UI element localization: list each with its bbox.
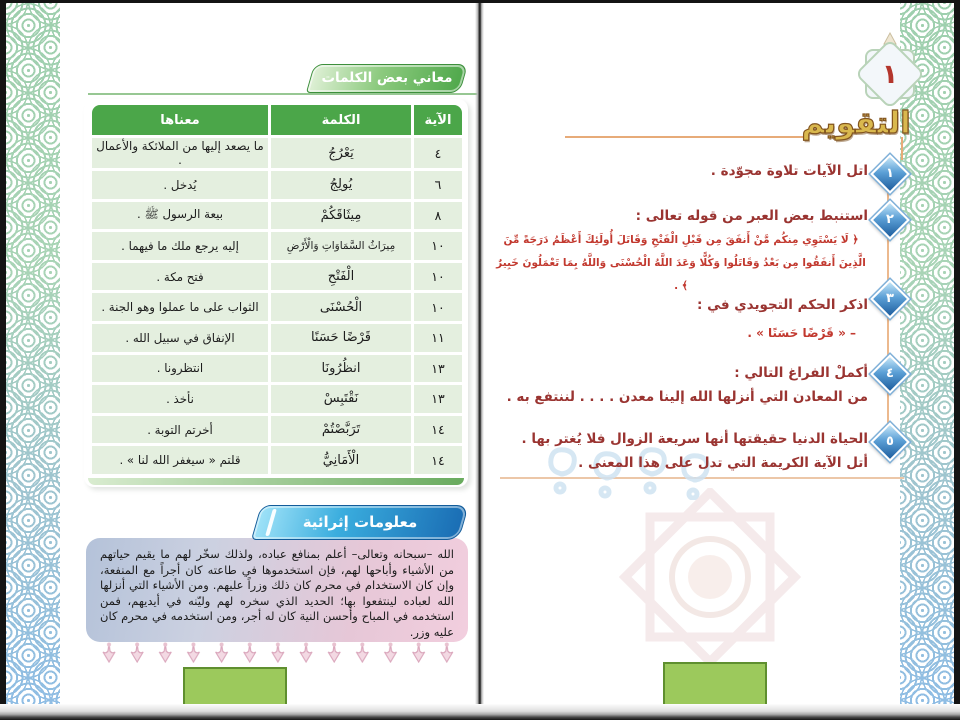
- enrichment-text: الله –سبحانه وتعالى– أعلم بمنافع عباده، ولذلك سخّر لهم ما يقيم حياتهم من الأشياء وأباحها لهم، فإن استخدموها في طاعته كان أجراً مع المنفعة، وإن كان الاستخدام في محرم كان ذلك وزراً عليهم. ومن الأشياء التي أنزلها الله لعباده لينتفعوا بها؛ الحديد الذي سخره لهم وليّنه في أيديهم، فمن استخدمه في المباح وأحسن النية كان له أجر، ومن استخدمه في محرم كان عليه وزر.: [100, 547, 454, 639]
- enrichment-tab-label: معلومات إثرائية: [302, 513, 418, 531]
- question-number: ١: [886, 166, 894, 181]
- word-cell: انظُرُونَا: [271, 355, 411, 383]
- verse-cell: ٨: [414, 202, 462, 230]
- title-rule: [565, 136, 803, 138]
- word-cell: قَرْضًا حَسَنًا: [271, 324, 411, 352]
- frame-left: [0, 0, 6, 720]
- verse-cell: ١٣: [414, 385, 462, 413]
- question-text: أكملْ الفراغ التالي :: [734, 365, 868, 381]
- section-tab-word-meanings: [306, 64, 468, 93]
- frame-bottom: [0, 704, 960, 720]
- verse-cell: ١٤: [414, 446, 462, 474]
- word-meanings-table: [89, 102, 465, 477]
- table-row: [92, 232, 462, 260]
- header-word: الكلمة: [271, 105, 411, 135]
- meaning-cell: ما يصعد إليها من الملائكة والأعمال .: [92, 138, 268, 168]
- word-cell: مِيثَاقَكُمْ: [271, 202, 411, 230]
- page-number-box-right: [663, 662, 767, 710]
- question-number: ٤: [886, 366, 894, 381]
- page-gutter: [475, 3, 484, 704]
- meaning-cell: أخرتم التوبة .: [92, 416, 268, 444]
- section-tab-rule: [88, 93, 480, 95]
- word-cell: يُولِجُ: [271, 171, 411, 199]
- table-header-row: [92, 105, 462, 135]
- question-text: الحياة الدنيا حقيقتها أنها سريعة الزوال فلا يُغتر بها .: [521, 431, 868, 447]
- word-cell: الْفَتْحِ: [271, 263, 411, 291]
- unit-number: ١: [881, 58, 899, 90]
- meaning-cell: فتح مكة .: [92, 263, 268, 291]
- table-row: [92, 416, 462, 444]
- table-row: [92, 385, 462, 413]
- frame-top: [0, 0, 960, 3]
- frame-right: [954, 0, 960, 720]
- verse-cell: ١٣: [414, 355, 462, 383]
- verse-cell: ٤: [414, 138, 462, 168]
- table-row: [92, 202, 462, 230]
- meaning-cell: انتظرونا .: [92, 355, 268, 383]
- word-cell: مِيرَاثُ السَّمَاوَاتِ وَالْأَرْضِ: [271, 232, 411, 260]
- meaning-cell: قلتم « سيغفر الله لنا » .: [92, 446, 268, 474]
- verse-cell: ١١: [414, 324, 462, 352]
- verse-cell: ١٠: [414, 293, 462, 321]
- word-cell: نَقْتَبِسْ: [271, 385, 411, 413]
- table-row: [92, 171, 462, 199]
- header-meaning: معناها: [92, 105, 268, 135]
- table-row: [92, 263, 462, 291]
- ornament-border-left: [6, 3, 60, 704]
- section-tab-label: معاني بعض الكلمات: [321, 70, 453, 86]
- meaning-cell: إليه يرجع ملك ما فيهما .: [92, 232, 268, 260]
- verse-cell: ١٠: [414, 232, 462, 260]
- question-number: ٥: [886, 434, 894, 449]
- meaning-cell: الثواب على ما عملوا وهو الجنة .: [92, 293, 268, 321]
- table-row: [92, 446, 462, 474]
- word-cell: الْأَمَانِيُّ: [271, 446, 411, 474]
- verse-cell: ١٠: [414, 263, 462, 291]
- question-text: من المعادن التي أنزلها الله إلينا معدن . . . . لننتفع به .: [506, 389, 868, 405]
- table-row: [92, 355, 462, 383]
- word-meanings-table-card: [84, 99, 468, 487]
- meaning-cell: نأخذ .: [92, 385, 268, 413]
- question-sub-text: – « قَرْضًا حَسَنًا » .: [747, 326, 856, 340]
- question-number: ٣: [886, 291, 894, 306]
- question-text: اتل الآيات تلاوة مجوّدة .: [710, 163, 868, 179]
- enrichment-tab: [251, 505, 469, 540]
- ornament-star-watermark: [613, 488, 808, 666]
- meaning-cell: بيعة الرسول ﷺ .: [92, 202, 268, 230]
- table-row: [92, 293, 462, 321]
- quran-verse-text: ﴿ لَا يَسْتَوِي مِنكُم مَّنْ أَنفَقَ مِن قَبْلِ الْفَتْحِ وَقَاتَلَ أُولَئِكَ أَعْظَمُ دَرَجَةً مِّنَ الَّذِينَ أَنفَقُوا مِن بَعْدُ وَقَاتَلُوا وَكُلًّا وَعَدَ اللَّهُ الْحُسْنَى وَاللَّهُ بِمَا تَعْمَلُونَ خَبِيرٌ ﴾ .: [496, 234, 866, 292]
- verse-cell: ٦: [414, 171, 462, 199]
- word-cell: الْحُسْنَى: [271, 293, 411, 321]
- meaning-cell: يُدخل .: [92, 171, 268, 199]
- table-row: [92, 324, 462, 352]
- enrichment-box: [86, 538, 468, 642]
- table-row: [92, 138, 462, 168]
- question-number: ٢: [886, 212, 894, 227]
- evaluation-title: التقويم: [801, 106, 911, 141]
- meaning-cell: الإنفاق في سبيل الله .: [92, 324, 268, 352]
- question-text: استنبط بعض العبر من قوله تعالى :: [635, 208, 868, 224]
- question-text: اذكر الحكم التجويدي في :: [696, 297, 868, 313]
- header-verse: الآية: [414, 105, 462, 135]
- word-cell: تَرَبَّصْتُمْ: [271, 416, 411, 444]
- unit-number-medallion: [855, 32, 925, 110]
- word-cell: يَعْرُجُ: [271, 138, 411, 168]
- verse-cell: ١٤: [414, 416, 462, 444]
- question-text: أتل الآية الكريمة التي تدل على هذا المعنى .: [578, 455, 868, 471]
